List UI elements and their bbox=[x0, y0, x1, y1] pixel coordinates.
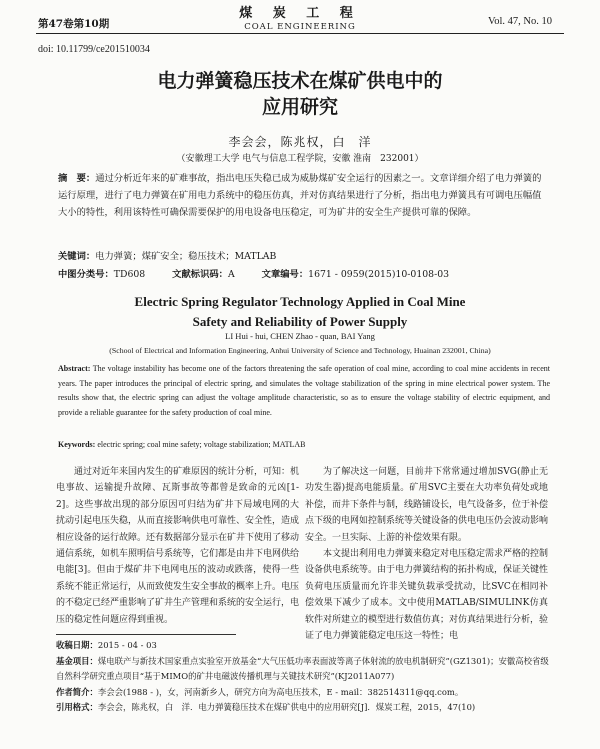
footnote-citation bbox=[56, 700, 556, 716]
journal-name-cn: 煤 炭 工 程 bbox=[239, 6, 361, 21]
keywords-cn-text: 电力弹簧；煤矿安全；稳压技术；MATLAB bbox=[95, 251, 277, 262]
footnote-author bbox=[56, 685, 556, 701]
header-rule bbox=[36, 33, 564, 34]
body-column-right bbox=[305, 464, 548, 644]
article-number-label: 文章编号： bbox=[261, 269, 309, 280]
footnote-received bbox=[56, 638, 556, 654]
keywords-en bbox=[58, 440, 550, 449]
footnotes bbox=[56, 638, 556, 716]
body-column-left bbox=[56, 464, 299, 628]
abstract-cn-text: 通过分析近年来的矿难事故，指出电压失稳已成为威胁煤矿安全运行的因素之一。文章详细介绍了电力弹簧的运行原理，进行了电力弹簧在矿用电力系统中的稳压仿真，并对仿真结果进行了分析，指出电力弹簧具有可调电压幅值大小的特性，利用该特性可确保需要保护的用电设备电压稳定，可为矿井的安全生产提供可靠的保障。 bbox=[58, 173, 542, 218]
received-value: 2015 - 04 - 03 bbox=[97, 640, 157, 650]
keywords-en-text: electric spring; coal mine safety; voltage stabilization; MATLAB bbox=[95, 440, 306, 449]
journal-name-en: COAL ENGINEERING bbox=[244, 22, 356, 32]
doc-code-field bbox=[172, 269, 235, 280]
abstract-en bbox=[58, 362, 550, 420]
author-label: 作者简介： bbox=[56, 686, 98, 697]
keywords-cn bbox=[58, 248, 548, 262]
title-en bbox=[0, 292, 600, 332]
footnote-fund bbox=[56, 654, 556, 685]
clc-field bbox=[58, 269, 145, 280]
article-number-value: 1671 - 0959(2015)10-0108-03 bbox=[308, 269, 450, 280]
authors-en: LI Hui - hui, CHEN Zhao - quan, BAI Yang bbox=[225, 331, 375, 341]
footnote-rule bbox=[56, 634, 236, 635]
title-cn-line2: 应用研究 bbox=[261, 96, 338, 118]
affiliation-en: (School of Electrical and Information Engineering, Anhui University of Science and Technology, Huainan 232001, China) bbox=[109, 346, 491, 355]
title-en-line1: Electric Spring Regulator Technology Applied in Coal Mine bbox=[134, 294, 466, 309]
citation-value: 李会会，陈兆权，白 洋．电力弹簧稳压技术在煤矿供电中的应用研究[J]．煤炭工程，2015，47(10) bbox=[97, 702, 476, 712]
fund-label: 基金项目： bbox=[56, 655, 98, 666]
body-paragraph: 本文提出利用电力弹簧来稳定对电压稳定需求严格的控制设备供电系统等。由于电力弹簧结构的拓扑构成，保证关键性负荷电压质量而允许非关键负载承受扰动，比SVC在相同补偿效果下减少了成本。文中使用MATLAB/SIMULINK仿真软件对所建立的模型进行数值仿真；对仿真结果进行分析，验证了电力弹簧能稳定电压这一特性；电 bbox=[305, 549, 549, 642]
abstract-cn-label: 摘 要： bbox=[58, 173, 96, 184]
fund-value: 煤电联产与新技术国家重点实验室开放基金“大气压低功率表面波等离子体射流的放电机制研究”(GZ1301)；安徽高校省级自然科学研究重点项目“基于MIMO的矿井电磁波传播机理与关键技术研究”(KJ2011A077) bbox=[56, 655, 549, 681]
keywords-en-label: Keywords: bbox=[58, 440, 96, 449]
keywords-cn-label: 关键词： bbox=[58, 251, 96, 262]
abstract-cn bbox=[58, 170, 548, 221]
clc-value: TD608 bbox=[113, 269, 146, 280]
author-value: 李会会(1988 - )，女，河南新乡人，研究方向为高电压技术，E - mail：382514311@qq.com。 bbox=[97, 686, 464, 697]
received-label: 收稿日期： bbox=[56, 640, 98, 650]
affiliation-cn: （安徽理工大学 电气与信息工程学院，安徽 淮南 232001） bbox=[176, 154, 424, 164]
doi: doi: 10.11799/ce201510034 bbox=[38, 44, 150, 55]
title-cn-line1: 电力弹簧稳压技术在煤矿供电中的 bbox=[157, 70, 443, 92]
article-number-field bbox=[262, 269, 449, 280]
doc-code-value: A bbox=[227, 269, 235, 280]
body-paragraph: 为了解决这一问题，目前井下常常通过增加SVG(静止无功发生器)提高电能质量。矿用SVC主要在大功率负荷处或地补偿，而井下条件与制，线路铺设长，电气设备多，位于补偿点下级的电网如控制系统等关键设备的供电电压仍会波动影响安全。一旦实际、上游的补偿效果有限。 bbox=[305, 467, 549, 543]
body-paragraph: 通过对近年来国内发生的矿难原因的统计分析，可知：机电事故、运输提升故障、瓦斯事故等都曾是致命的元凶[1-2]。这些事故出现的部分原因可归结为矿井下局域电网的大扰动引起电压失稳，从而直接影响供电可靠性、安全性，造成相应设备的运行故障。还有数据部分显示在矿井下使用了移动通信系统，如机车照明信号系统等，它们都是由井下电网供给电能[3]。但由于煤矿井下电网电压的波动或跌落，使得一些系统不能正常运行，从而致使发生安全事故的概率上升。电压的不稳定已经严重影响了矿井生产管理和系统的安全运行，电压的稳定性问题应得到重视。 bbox=[56, 467, 300, 625]
citation-label: 引用格式： bbox=[56, 702, 98, 712]
abstract-en-label: Abstract: bbox=[58, 364, 91, 373]
title-en-line2: Safety and Reliability of Power Supply bbox=[192, 314, 408, 329]
clc-label: 中图分类号： bbox=[58, 269, 114, 280]
authors-cn: 李会会，陈兆权，白 洋 bbox=[228, 135, 372, 149]
doc-code-label: 文献标识码： bbox=[172, 269, 228, 280]
header-volume-en: Vol. 47, No. 10 bbox=[488, 16, 552, 27]
abstract-en-text: The voltage instability has become one of the factors threatening the safe operation of coal mine, according to coal mine accidents in recent years. The paper introduces the principal of electric spring, and simulates the voltage stabilization of the spring in mine electrical power system. The results show that, the electric spring can adjust the voltage amplitude characteristic, so as to ensure the voltage stability of electric equipment, and provide a reliable guarantee for the safety production of coal mine. bbox=[58, 364, 550, 417]
header-volume-cn: 第47卷第10期 bbox=[38, 18, 110, 30]
title-cn bbox=[0, 68, 600, 120]
classification-line bbox=[58, 266, 548, 280]
